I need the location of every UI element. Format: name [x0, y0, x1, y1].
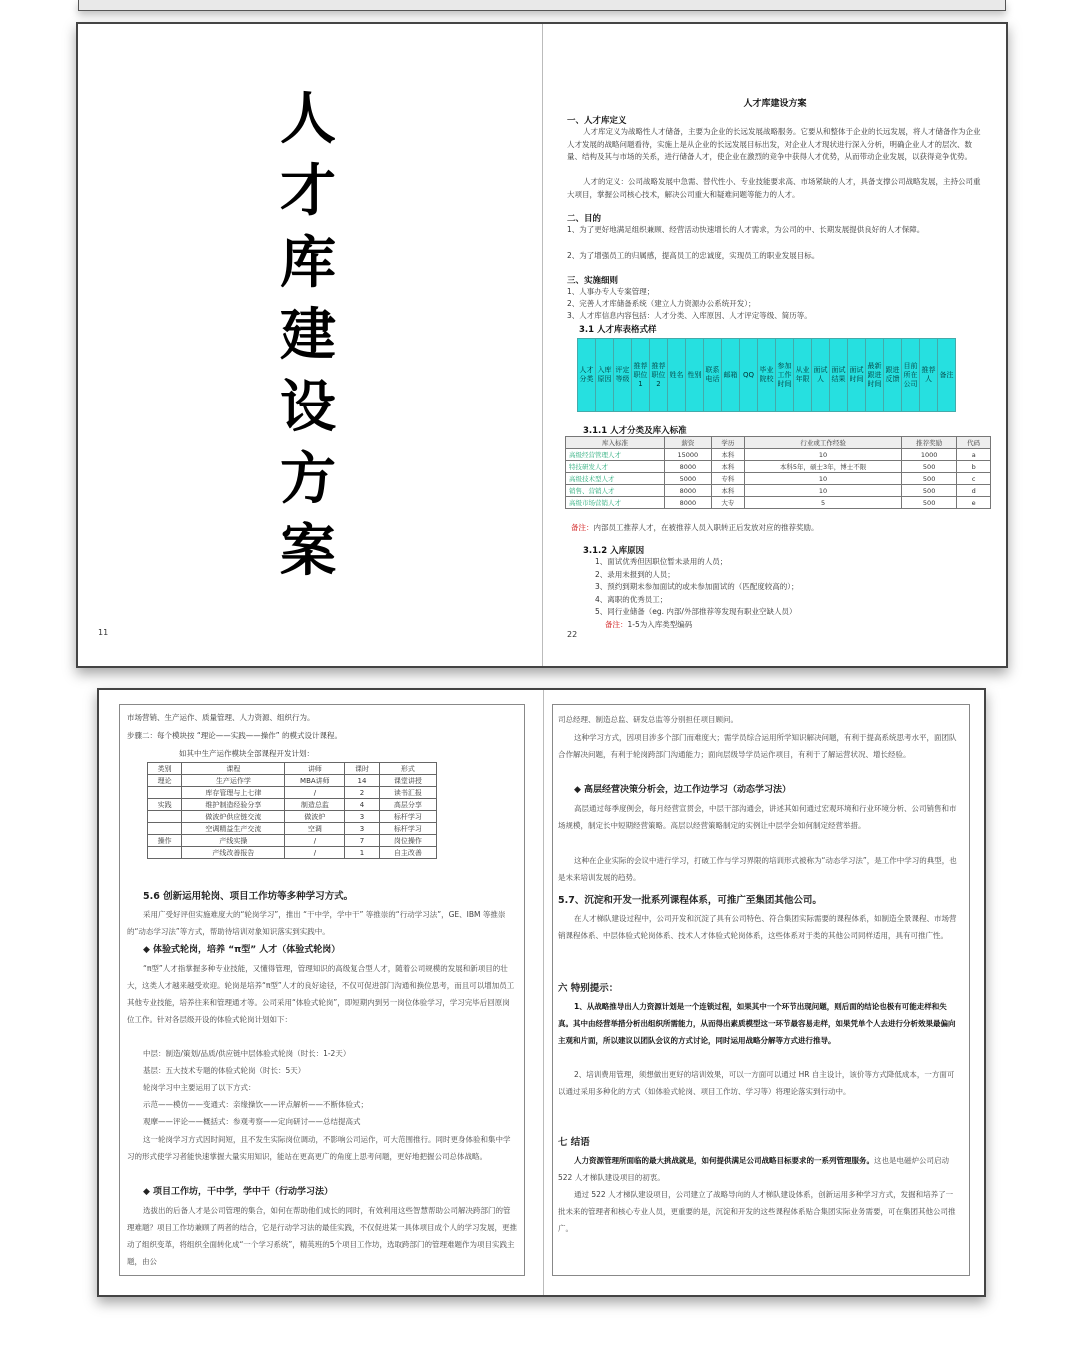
table-row — [148, 799, 437, 811]
table-row — [148, 847, 437, 859]
section-heading: 5.6 创新运用轮岗、项目工作坊等多种学习方式。 — [143, 891, 354, 902]
table-cell: 1 — [345, 847, 379, 859]
table-cell: 14 — [345, 775, 379, 787]
table-cell: 库存管理与上七律 — [182, 787, 285, 799]
form-field-cell: QQ — [740, 339, 758, 412]
note-label: 备注： — [605, 619, 628, 629]
table-cell: 15000 — [665, 449, 712, 461]
form-field-cell: 联系电话 — [704, 339, 722, 412]
list-item: 2、录用未报到的人员； — [595, 569, 675, 579]
table-row — [148, 775, 437, 787]
page-number: 22 — [567, 630, 578, 639]
paragraph: 司总经理、制造总监、研发总监等分别担任项目顾问。 — [558, 715, 738, 724]
table-cell: 8000 — [665, 497, 712, 509]
bullet-heading: ◆ 体验式轮岗，培养 “π型” 人才（体验式轮岗） — [143, 945, 341, 955]
table-cell: 500 — [901, 485, 956, 497]
table-cell: 3 — [345, 811, 379, 823]
paragraph: 采用广受好评但实施难度大的“轮岗学习”，推出 “干中学，学中干” 等推崇的“行动学习法”，GE、IBM 等推崇的“动态学习法”等方式，帮助待培训对象知识落实到实践中。 — [127, 910, 506, 936]
table-cell: 10 — [745, 449, 902, 461]
table-cell: 本科 — [711, 461, 745, 473]
paragraph: 高层通过每季度例会，每月经营宣贯会，中层干部沟通会，讲述其如何通过宏观环境和行业环境分析、公司销售和市场规模，制定长中短期经营策略。高层以经营策略制定的实例让中层学会如何制定经营举措。 — [558, 804, 957, 830]
section-heading: 七 结语 — [558, 1137, 590, 1148]
cover-title-char: 设 — [280, 375, 336, 440]
table-header-cell: 推荐奖励 — [901, 437, 956, 449]
table-cell: 1000 — [901, 449, 956, 461]
list-item: 1、面试优秀但因职位暂未录用的人员； — [595, 557, 728, 566]
list-item: 1、人事办专人专案管理； — [567, 287, 655, 296]
cover-title-char: 建 — [280, 303, 336, 368]
table-cell: / — [285, 787, 345, 799]
form-field-cell: 性别 — [686, 339, 704, 412]
list-item: 2、完善人才库储备系统（建立人力资源办公系统开发）； — [567, 299, 756, 308]
table-cell: 10 — [745, 485, 902, 497]
conclusion-bold: 人力资源管理所面临的最大挑战就是，如何提供满足公司战略目标要求的一系列管理服务。 — [574, 1156, 874, 1165]
talent-form-table — [577, 338, 956, 412]
list-item: 1、为了更好地满足组织兼顾、经营活动快速增长的人才需求，为公司的中、长期发展提供良好的人才保障。 — [567, 225, 925, 234]
cover-title — [278, 84, 338, 588]
table-header-cell: 讲师 — [285, 763, 345, 775]
note-text: 内部员工推荐人才，在被推荐人员入职转正后发放对应的推荐奖励。 — [593, 523, 819, 532]
form-field-cell: 推荐职位1 — [632, 339, 650, 412]
table-header-cell: 课程 — [182, 763, 285, 775]
form-field-cell: 姓名 — [668, 339, 686, 412]
form-field-cell: 面试人 — [812, 339, 830, 412]
paragraph: 通过 522 人才梯队建设项目，公司建立了战略导向的人才梯队建设体系，创新运用多种学习方式，发掘和培养了一批未来的管理者和核心专业人员，更重要的是，沉淀和开发的这些课程体系贴合集团实际业务需要，可在集团其他公司推广。 — [558, 1190, 956, 1233]
subsection-heading: 3.1 人才库表格式样 — [579, 325, 657, 335]
table-cell: d — [957, 485, 991, 497]
table-cell: 5000 — [665, 473, 712, 485]
table-cell: 空调精益生产交流 — [182, 823, 285, 835]
table-cell: 自主改善 — [379, 847, 436, 859]
form-field-cell: 面试时间 — [848, 339, 866, 412]
table-cell: 销售、营销人才 — [566, 485, 665, 497]
table-cell: 500 — [901, 497, 956, 509]
training-page-2 — [543, 690, 985, 1295]
table-cell: 本科 — [711, 485, 745, 497]
table-cell: 课堂讲授 — [379, 775, 436, 787]
table-row — [148, 823, 437, 835]
table-cell: c — [957, 473, 991, 485]
paragraph: 市场营销、生产运作、质量管理、人力资源、组织行为。 — [127, 713, 315, 722]
cover-title-char: 库 — [280, 231, 336, 296]
table-header-cell: 学历 — [711, 437, 745, 449]
table-cell: 高层分享 — [379, 799, 436, 811]
form-field-cell: 人才分类 — [578, 339, 596, 412]
paragraph: 选拔出的后备人才是公司管理的集合，如何在帮助他们成长的同时，有效利用这些智慧帮助公司解决跨部门的管理难题？项目工作坊兼顾了两者的结合，它是行动学习法的最佳实践，不仅促进某一具体项目成个人的学习发展，更推动了组织变革，将组织全面转化成“一个学习系统”，精英班的5个项目工作坊，选取跨部门的管理难题作为项目实践主题，由公 — [127, 1206, 517, 1266]
table-cell: 8000 — [665, 485, 712, 497]
form-field-cell: 入库原因 — [596, 339, 614, 412]
table-cell: 产线改善报告 — [182, 847, 285, 859]
form-field-cell: 毕业院校 — [758, 339, 776, 412]
table-cell: 理论 — [148, 775, 182, 787]
doc-title: 人才库建设方案 — [743, 99, 807, 109]
table-cell: 5 — [745, 497, 902, 509]
table-row — [148, 787, 437, 799]
form-field-cell: 邮箱 — [722, 339, 740, 412]
table-cell — [148, 823, 182, 835]
table-cell: 3 — [345, 823, 379, 835]
paragraph: 步骤二：每个模块按 “理论——实践——操作” 的模式设计课程。 — [127, 731, 343, 740]
table-cell: 维护制造经验分享 — [182, 799, 285, 811]
table-header-cell: 库入标准 — [566, 437, 665, 449]
table-cell: MBA讲师 — [285, 775, 345, 787]
section-heading: 六 特别提示： — [558, 983, 619, 994]
form-field-cell: 推荐职位2 — [650, 339, 668, 412]
form-field-cell: 评定等级 — [614, 339, 632, 412]
paragraph: 人才库定义为战略性人才储备，主要为企业的长远发展战略服务。它要从和整体于企业的长远发展，将人才储备作为企业人才发展的战略问题看待，实施上是从企业的长远发展目标出发，对企业人才现状进行深入分析，明确企业人才的层次、数量、结构及其与市场的关系，进行储备人才，使企业在激烈的竞争中获得人才优势，从而带动企业发展，以获得竞争优势。 — [567, 127, 981, 161]
table-row — [566, 485, 991, 497]
reasons-note — [595, 619, 985, 632]
training-page — [99, 690, 541, 1295]
table-cell: 空调 — [285, 823, 345, 835]
paragraph: 这种在企业实际的会议中进行学习，打破工作与学习界限的培训形式被称为“动态学习法”，是工作中学习的典型，也是未来培训发展的趋势。 — [558, 856, 957, 882]
table-cell: 标杆学习 — [379, 823, 436, 835]
list-item: 4、离职的优秀员工； — [595, 594, 668, 604]
paragraph: 人才的定义：公司战略发展中急需、替代性小、专业技能要求高、市场紧缺的人才，具备支撑公司战略发展，主持公司重大项目，掌握公司核心技术，解决公司重大和疑难问题等能力的人才。 — [567, 177, 981, 199]
table-row — [566, 497, 991, 509]
table-cell: 做波炉 — [285, 811, 345, 823]
table-cell — [148, 847, 182, 859]
table-cell — [148, 811, 182, 823]
table-cell: 500 — [901, 461, 956, 473]
paragraph: 1、从战略推导出人力资源计划是一个连锁过程，如果其中一个环节出现问题，则后面的结论也极有可能走样和失真。其中由经营举措分析出组织所需能力，从而得出素质模型这一环节最容易走样，如果凭单个人去进行分析效果最偏向主观和片面，所以建议以团队会议的方式讨论，同时运用战略分解等方式进行推导。 — [558, 1002, 956, 1045]
paragraph: 2、培训费用管理，须想做出更好的培训效果，可以一方面可以通过 HR 自主设计，该价等方式降低成本，一方面可以通过采用多种化的方式（如体验式轮岗、项目工作坊、学习等）将理论落实到行动中。 — [558, 1070, 955, 1096]
list-item: 3、预约到期未参加面试的或未参加面试的（匹配度较高的）； — [595, 582, 799, 591]
table-cell: 岗位操作 — [379, 835, 436, 847]
form-field-cell: 推荐人 — [920, 339, 938, 412]
plan-page — [542, 24, 1007, 666]
course-plan-table — [147, 762, 437, 859]
table-row — [148, 811, 437, 823]
table-cell: 500 — [901, 473, 956, 485]
paragraph: 这一轮岗学习方式因时间短，且不发生实际岗位调动，不影响公司运作，可大范围推行。同时更身体验和集中学习的形式使学习者能快速掌握大量实用知识，能站在更高更广的角度上思考问题，更好地把握公司总体战略。 — [127, 1135, 511, 1161]
table-cell: 高级市场营销人才 — [566, 497, 665, 509]
table-cell: 制造总监 — [285, 799, 345, 811]
table-header-cell: 薪资 — [665, 437, 712, 449]
table-header-cell: 行业或工作经验 — [745, 437, 902, 449]
table-cell: 高级技术型人才 — [566, 473, 665, 485]
table-header-cell: 形式 — [379, 763, 436, 775]
form-field-cell: 面试结果 — [830, 339, 848, 412]
bullet-heading: ◆ 高层经营决策分析会，边工作边学习（动态学习法） — [574, 785, 792, 795]
cover-page — [78, 24, 540, 666]
previous-spread-edge — [78, 0, 1006, 11]
table-row — [566, 449, 991, 461]
table-cell: 本科5年，硕士3年，博士不限 — [745, 461, 902, 473]
list-item: 5、同行业储备（eg. 内部/外部推荐等发现有职业空缺人员） — [595, 607, 797, 616]
section-heading: 三、实施细则 — [567, 276, 619, 286]
section-heading: 二、目的 — [567, 214, 602, 224]
table-row — [566, 473, 991, 485]
section-heading: 5.7、沉淀和开发一批系列课程体系，可推广至集团其他公司。 — [558, 895, 822, 906]
form-field-cell: 从业年限 — [794, 339, 812, 412]
subsection-heading: 3.1.2 入库原因 — [583, 546, 645, 556]
table-cell: a — [957, 449, 991, 461]
table-cell: 4 — [345, 799, 379, 811]
form-field-cell: 最新跟进时间 — [866, 339, 884, 412]
section-heading: 一、人才库定义 — [567, 116, 627, 126]
table-header-cell: 代码 — [957, 437, 991, 449]
table-cell: 高级经营管理人才 — [566, 449, 665, 461]
table-cell: 实践 — [148, 799, 182, 811]
table-cell: 大专 — [711, 497, 745, 509]
note-label: 备注： — [571, 523, 594, 532]
form-field-cell: 备注 — [938, 339, 956, 412]
paragraph: 这种学习方式，因项目涉多个部门而难度大；需学员综合运用所学知识解决问题，有利于提高系统思考水平，面团队合作解决问题，有利于轮岗跨部门沟通能力；面向层级导学员运作项目，有利于了解运营状况、增长经验。 — [558, 733, 957, 759]
table-cell: 操作 — [148, 835, 182, 847]
cover-title-char: 案 — [280, 519, 336, 584]
table-cell: 标杆学习 — [379, 811, 436, 823]
list-item: 2、为了增强员工的归属感，提高员工的忠诚度，实现员工的职业发展目标。 — [567, 251, 820, 260]
table-cell: / — [285, 847, 345, 859]
form-field-cell: 参加工作时间 — [776, 339, 794, 412]
paragraph: 基层：五大技术专题的体验式轮岗（时长：5天） — [143, 1066, 306, 1075]
table-cell: 产线实操 — [182, 835, 285, 847]
table-note — [571, 522, 991, 535]
reasons-list — [595, 556, 985, 631]
page-number: 11 — [98, 628, 109, 637]
table-cell: 特技研发人才 — [566, 461, 665, 473]
paragraph: 示范——模仿——变通式：亲缘操饮——评点解析——不断体验式； — [143, 1100, 368, 1109]
paragraph: 中层：制造/策划/品质/供应链中层体验式轮岗（时长：1-2天） — [143, 1049, 351, 1058]
subsection-heading: 3.1.1 人才分类及库入标准 — [583, 426, 687, 436]
table-cell: 读书汇报 — [379, 787, 436, 799]
table-row — [148, 835, 437, 847]
paragraph: 如其中生产运作模块全部课程开发计划： — [179, 749, 314, 758]
paragraph — [558, 1152, 960, 1186]
cover-title-char: 人 — [280, 87, 336, 152]
paragraph: 轮岗学习中主要运用了以下方式： — [143, 1083, 256, 1092]
document-spread-1 — [76, 22, 1008, 668]
cover-title-char: 才 — [280, 159, 336, 224]
form-field-cell: 跟进反馈 — [884, 339, 902, 412]
list-item: 3、人才库信息内容包括：人才分类、入库原因、人才评定等级、简历等。 — [567, 311, 812, 320]
table-row — [566, 461, 991, 473]
conclusion-text: 这也是电磁炉公司启动 522 人才梯队建设项目的初衷。 — [558, 1156, 949, 1182]
table-header-cell: 课时 — [345, 763, 379, 775]
table-cell: 2 — [345, 787, 379, 799]
table-cell: 本科 — [711, 449, 745, 461]
table-cell: 10 — [745, 473, 902, 485]
table-cell — [148, 787, 182, 799]
table-cell: / — [285, 835, 345, 847]
table-cell: b — [957, 461, 991, 473]
form-field-cell: 目前所在公司 — [902, 339, 920, 412]
table-cell: 8000 — [665, 461, 712, 473]
table-cell: 7 — [345, 835, 379, 847]
paragraph: “π型”人才指掌握多种专业技能，又懂得管理，管理知识的高级复合型人才，随着公司规模的发展和新项目的壮大，这类人才越来越受欢迎。轮岗是培养“π型”人才的良好途径，不仅可促进部门沟通和换位思考，而且可以增加员工其他专业技能，培养往来和管理通才等。公司采用“体验式轮岗”，即短期内到另一岗位体验学习，学习完毕后回原岗位工作。针对各层级开设的体验式轮岗计划如下： — [127, 964, 515, 1024]
paragraph: 在人才梯队建设过程中，公司开发和沉淀了具有公司特色、符合集团实际需要的课程体系，如制造全景课程、市场营销课程体系、中层体验式轮岗体系、技术人才体验式轮岗体系，这些体系对于类的其他公司同样适用，具有可推广性。 — [558, 914, 957, 940]
table-header-cell: 类别 — [148, 763, 182, 775]
table-cell: 做波炉供应链交流 — [182, 811, 285, 823]
note-text: 1-5为入库类型编码 — [627, 619, 693, 629]
talent-standards-table — [565, 436, 991, 509]
paragraph: 观摩——评论——概括式：参观考察——定向研讨——总结提高式 — [143, 1117, 361, 1126]
table-cell: e — [957, 497, 991, 509]
document-spread-2 — [97, 688, 986, 1297]
bullet-heading: ◆ 项目工作坊，干中学，学中干（行动学习法） — [143, 1187, 334, 1197]
cover-title-char: 方 — [280, 447, 336, 512]
table-cell: 生产运作学 — [182, 775, 285, 787]
table-cell: 专科 — [711, 473, 745, 485]
